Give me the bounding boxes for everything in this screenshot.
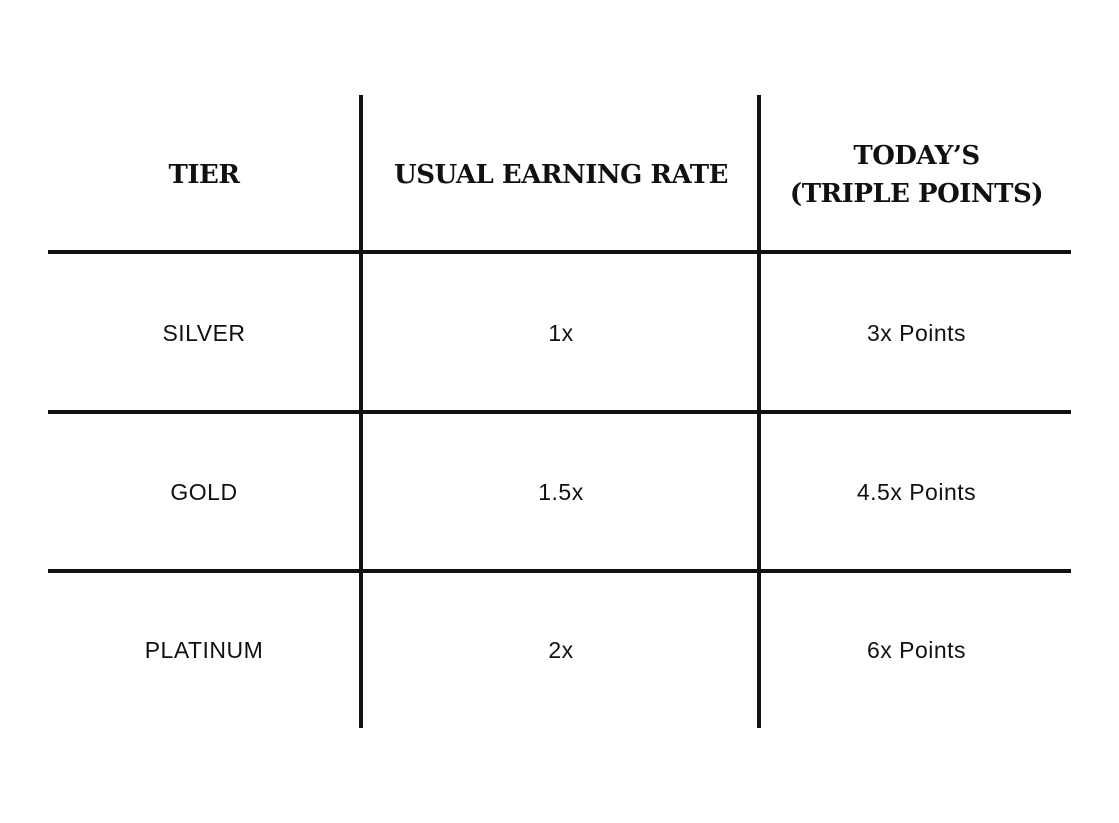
table-cell-usual-rate	[364, 256, 758, 410]
table-cell-tier	[48, 573, 360, 727]
usual-rate-platinum: 2x	[548, 636, 574, 663]
table-cell-today	[762, 415, 1071, 569]
header-tier	[48, 100, 360, 250]
table-cell-usual-rate	[364, 415, 758, 569]
table-cell-usual-rate	[364, 573, 758, 727]
header-usual-earning-rate	[364, 100, 758, 250]
table-cell-today	[762, 573, 1071, 727]
row-divider	[48, 410, 1071, 414]
row-divider	[48, 250, 1071, 254]
usual-rate-silver: 1x	[548, 319, 574, 346]
header-today-line2: (TRIPLE POINTS)	[789, 179, 1044, 209]
today-rate-platinum: 6x Points	[866, 636, 967, 663]
tier-silver: SILVER	[162, 319, 246, 346]
header-usual-rate-label: USUAL EARNING RATE	[394, 160, 728, 190]
table-cell-tier	[48, 415, 360, 569]
today-rate-silver: 3x Points	[866, 319, 967, 346]
today-rate-gold: 4.5x Points	[856, 478, 977, 505]
usual-rate-gold: 1.5x	[538, 478, 584, 505]
table-cell-today	[762, 256, 1071, 410]
tier-platinum: PLATINUM	[144, 636, 264, 663]
header-todays-triple-points	[762, 100, 1071, 250]
header-today-line1: TODAY’S	[853, 141, 980, 171]
tier-gold: GOLD	[170, 478, 238, 505]
table-cell-tier	[48, 256, 360, 410]
header-tier-label: TIER	[168, 160, 240, 190]
